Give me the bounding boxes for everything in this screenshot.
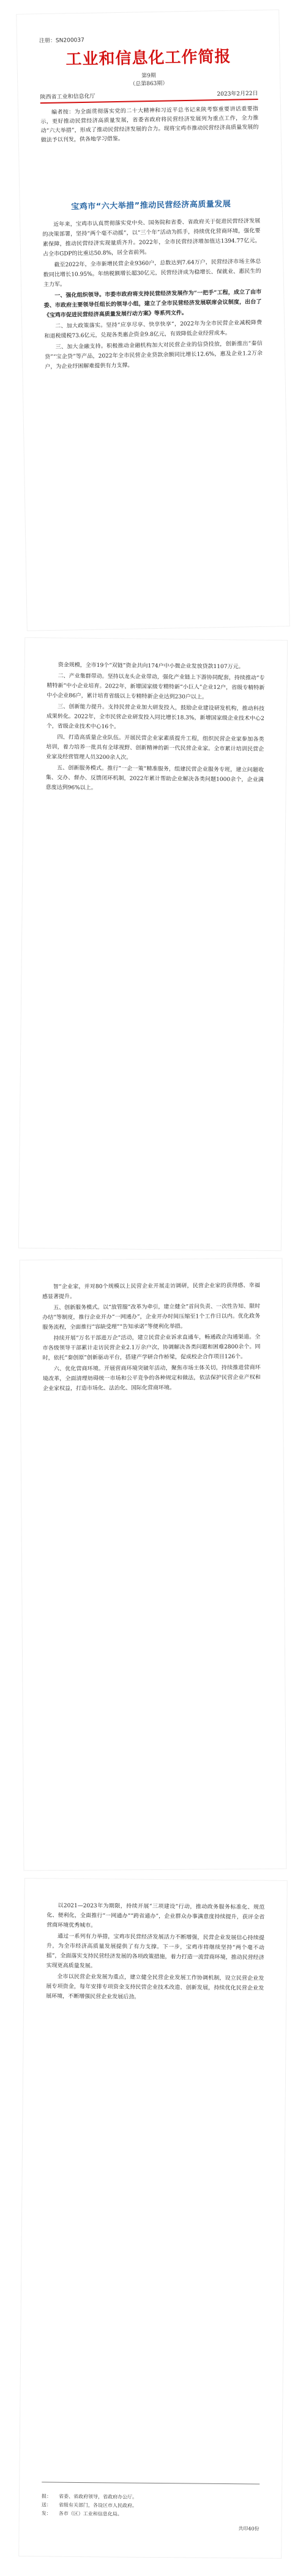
distribution-key: 发：: [41, 2510, 51, 2517]
paragraph: 通过一系列有力举措，宝鸡市民营经济发展活力不断增强，民营企业发展信心持续提升，为全市经济高质量发展提供了有力支撑。下一步，宝鸡市将继续坚持“两个毫不动摇”，全面落实支持民营经济发展的各项政策措施，着力打造一流营商环境，推动民营经济实现更高质量发展。: [46, 1933, 265, 1970]
editor-note: 编者按：为全面贯彻落实党的二十大精神和习近平总书记来陕考察重要讲话重要指示，更好推动民营经济高质量发展，省委省政府将民营经济发展列为重点工作，全力推动“六大举措”，形成了推动民营经济发展的合力。现将宝鸡市推动民营经济高质量发展的做法予以刊发，供各地学习借鉴。: [40, 105, 259, 144]
distribution-value: 省委、省政府领导，省政府办公厅。: [58, 2493, 138, 2500]
issue-total: （总第863期）: [130, 80, 168, 88]
print-count: 共印40份: [238, 2526, 259, 2532]
paragraph: 全市以民营企业发展为重点，建立健全民营企业发展工作协调机制，设立民营企业发展专项资金，每年安排专项资金支持民营企业技术改造、创新发展，持续优化民营企业发展环境，不断增强民营企业发展后劲。: [46, 1974, 264, 2000]
paragraph: 二、加大政策落实。坚持“应享尽享、快享快享”，2022年为全市民营企业减税降费和退税缓税73.6亿元，兑现各类惠企资金9.8亿元，有效降低企业经营成本。: [44, 319, 263, 340]
distribution-row: [42, 2509, 259, 2520]
paragraph: 智”企业家，并对80个规模以上民营企业开展走访调研，民营企业家的获得感、幸福感显著提升。: [42, 1282, 260, 1301]
distribution-key: 送：: [41, 2502, 51, 2508]
page2-body: [46, 660, 265, 796]
paragraph: 五、创新服务模式。以“放管服”改革为牵引，建立健全“首问负责、一次性告知、限时办结”等制度，推行企业开办“一网通办”，企业开办时间压缩至1个工作日以内。优化政务服务流程，全面推行“容缺受理”“告知承诺”等便利化举措。: [42, 1303, 261, 1331]
issue-number: 第9期: [141, 72, 156, 80]
page3-body: [42, 1281, 261, 1395]
masthead-title: 工业和信息化工作简报: [65, 47, 231, 69]
distribution-rule: [42, 2482, 259, 2484]
paragraph: 三、加大金融支持。积极推动金融机构加大对民营企业的信贷投放，创新推出“秦信贷”“宝企贷”等产品，2022年全市民营企业贷款余额同比增长12.6%，惠及企业1.2万余户，为企业纾困解难提供有力支撑。: [44, 340, 263, 371]
department-name: 陕西省工业和信息化厅: [40, 93, 95, 101]
paragraph: 二、产业集群带动。坚持以龙头企业带动，强化产业链上下游协同配套，持续推动“专精特新”中小企业培育。2022年，新增国家级专精特新“小巨人”企业12户，省级专精特新中小企业86户，累计培育省级以上专精特新企业达到230户以上。: [47, 673, 265, 701]
page1-body: [42, 216, 263, 373]
paragraph: 持续开展“万名干部进万企”活动，建立民营企业诉求直通车，畅通政企沟通渠道。全市各级领导干部累计走访民营企业2.1万余户次，协调解决各类问题和困难2800余个。同时，依托“秦创原”创新驱动平台，搭建产学研合作桥梁，促成校企合作项目126个。: [42, 1334, 261, 1362]
paragraph: 四、打造高质量企业队伍。开展民营企业家素质提升工程，组织民营企业家参加各类培训，着力培养一批具有全球视野、创新精神的新一代民营企业家。全市累计培训民营企业家及经营管理人员3200余人次。: [46, 734, 264, 761]
paragraph: 资金规模，全市19个“双链”资金共向174户中小微企业发放贷款1107万元。: [58, 662, 244, 671]
distribution-value: 各市（区）工业和信息化局。: [58, 2510, 122, 2517]
document-page-4: [19, 1879, 287, 2558]
paragraph: 截至2022年，全市新增民营企业9360户，总数达到7.64万户，民营经济市场主体总数同比增长10.95%。年纳税额增长超30亿元，民营经济成为稳增长、保就业、惠民生的主力军。: [43, 258, 261, 289]
article-title: 宝鸡市“六大举措”推动民营经济高质量发展: [71, 199, 231, 212]
paragraph: 六、优化营商环境。开展营商环境突破年活动，聚焦市场主体关切，持续推进营商环境改革，全面清理妨碍统一市场和公平竞争的各种规定和做法，依法保护民营企业产权和企业家权益，打造市场化、法治化、国际化营商环境。: [42, 1364, 261, 1392]
document-page-3: [20, 1259, 286, 1871]
paragraph: 以2021—2023年为期限，持续开展“三项建设”行动，推动政务服务标准化、规范化、便利化，全面推行“一网通办”“跨省通办”，企业群众办事满意度持续提升，获评全省营商环境优秀城市。: [47, 1902, 265, 1929]
distribution-value: 省级有关部门，各设区市人民政府。: [58, 2502, 137, 2509]
paragraph: 五、创新服务模式。推行“一企一策”精准服务，组建民营企业服务专班，建立问题收集、交办、督办、反馈闭环机制，2022年累计帮助企业解决各类问题1000余个，企业满意度达到96%以上。: [45, 765, 264, 792]
paragraph: 三、创新能力提升。支持民营企业加大研发投入，鼓励企业建设研发机构，推动科技成果转化。2022年，全市民营企业研发投入同比增长18.3%，新增国家级企业技术中心2个，省级企业技术中心16个。: [46, 704, 265, 731]
paragraph: 近年来，宝鸡市认真贯彻落实党中央、国务院和省委、省政府关于促进民营经济发展的决策部署，坚持“两个毫不动摇”，以“三个年”活动为抓手，持续优化营商环境，强化要素保障，推动民营经济实现量质齐升。2022年，全市民营经济增加值达1394.77亿元，占全市GDP的比重达50.8%，居全省前列。: [42, 218, 261, 258]
paragraph: 一、强化组织领导。市委市政府将支持民营经济发展作为“一把手”工程，成立了由市委、市政府主要领导任组长的领导小组，建立了全市民营经济发展联席会议制度，出台了《宝鸡市促进民营经济高质量发展行动方案》等系列文件。: [43, 289, 262, 319]
page4-body: [46, 1901, 264, 2004]
publish-date: 2023年2月22日: [217, 90, 258, 98]
distribution-key: 报：: [41, 2493, 52, 2499]
distribution-list: [42, 2492, 259, 2520]
registration-number: 注册：SN200037: [39, 37, 84, 45]
document-page-2: [19, 638, 287, 1250]
document-page-1: [17, 10, 289, 630]
